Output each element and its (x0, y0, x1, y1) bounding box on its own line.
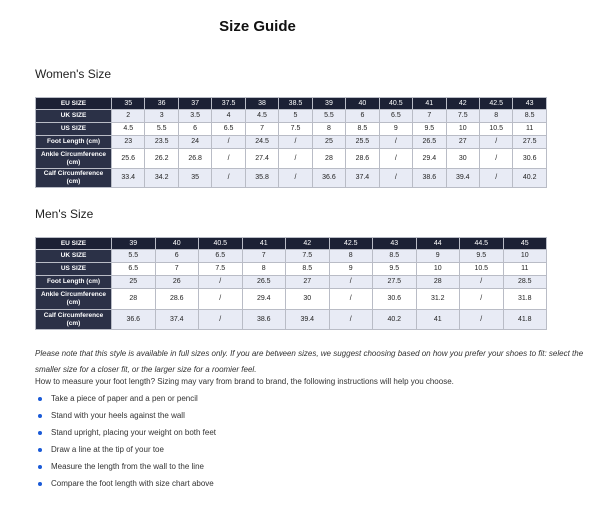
size-cell: / (460, 289, 504, 310)
size-cell: 31.2 (416, 289, 460, 310)
measure-step-item (35, 441, 216, 458)
size-cell: / (460, 276, 504, 289)
size-cell: 38 (245, 98, 278, 110)
size-cell: 27.5 (513, 136, 546, 149)
size-cell: 40 (155, 238, 199, 250)
size-row (36, 136, 547, 149)
measure-step-item (35, 458, 216, 475)
size-cell: 40 (346, 98, 379, 110)
size-cell: 5.5 (145, 123, 178, 136)
size-cell: 26.8 (178, 149, 211, 169)
size-cell: / (479, 136, 512, 149)
bullet-icon (38, 397, 42, 401)
size-row (36, 276, 547, 289)
size-cell: 3.5 (178, 110, 211, 123)
size-cell: / (279, 149, 312, 169)
row-header: UK SIZE (36, 250, 112, 263)
size-cell: 5 (279, 110, 312, 123)
size-cell: 7.5 (199, 263, 243, 276)
row-header: US SIZE (36, 263, 112, 276)
size-cell: 43 (513, 98, 546, 110)
size-cell: 42.5 (479, 98, 512, 110)
size-cell: 42 (286, 238, 330, 250)
row-header: US SIZE (36, 123, 112, 136)
size-cell: / (329, 310, 373, 330)
size-cell: 41.8 (503, 310, 547, 330)
size-cell: / (199, 310, 243, 330)
measure-step-item (35, 424, 216, 441)
size-cell: 24.5 (245, 136, 278, 149)
size-cell: 7 (245, 123, 278, 136)
size-cell: / (329, 289, 373, 310)
size-cell: 10.5 (479, 123, 512, 136)
size-cell: 8.5 (373, 250, 417, 263)
measure-instructions-heading: How to measure your foot length? Sizing may vary from brand to brand, the following instructions will help you choose. (35, 377, 454, 386)
size-cell: 38.5 (279, 98, 312, 110)
measure-step-text: Take a piece of paper and a pen or pencil (51, 394, 198, 403)
size-cell: 30 (286, 289, 330, 310)
size-cell: 9 (416, 250, 460, 263)
size-cell: 9 (379, 123, 412, 136)
size-cell: 27.4 (245, 149, 278, 169)
size-cell: 11 (503, 263, 547, 276)
size-cell: 8.5 (346, 123, 379, 136)
size-cell: 29.4 (242, 289, 286, 310)
size-cell: 25.5 (346, 136, 379, 149)
bullet-icon (38, 414, 42, 418)
size-cell: 41 (416, 310, 460, 330)
measure-step-item (35, 390, 216, 407)
size-cell: 6 (178, 123, 211, 136)
size-cell: 23.5 (145, 136, 178, 149)
size-cell: 4.5 (112, 123, 145, 136)
row-header: Calf Circumference (cm) (36, 169, 112, 188)
row-header: EU SIZE (36, 98, 112, 110)
measure-step-item (35, 475, 216, 492)
size-cell: / (279, 136, 312, 149)
size-cell: 30.6 (373, 289, 417, 310)
size-cell: 25 (312, 136, 345, 149)
size-cell: 34.2 (145, 169, 178, 188)
size-cell: / (212, 149, 245, 169)
size-cell: 28.5 (503, 276, 547, 289)
size-cell: 39 (312, 98, 345, 110)
size-cell: 27.5 (373, 276, 417, 289)
size-cell: 42.5 (329, 238, 373, 250)
size-cell: 41 (242, 238, 286, 250)
size-cell: 6.5 (212, 123, 245, 136)
size-cell: 40.2 (373, 310, 417, 330)
size-cell: 39 (112, 238, 156, 250)
womens-size-title: Women's Size (35, 67, 112, 81)
row-header: Ankle Circumference (cm) (36, 149, 112, 169)
size-cell: 6.5 (199, 250, 243, 263)
size-cell: 35 (112, 98, 145, 110)
mens-size-title: Men's Size (35, 207, 94, 221)
size-cell: 26 (155, 276, 199, 289)
size-cell: 5.5 (312, 110, 345, 123)
size-cell: 3 (145, 110, 178, 123)
size-cell: / (379, 149, 412, 169)
size-cell: 39.4 (446, 169, 479, 188)
size-row (36, 289, 547, 310)
size-cell: 28 (312, 149, 345, 169)
size-cell: 28.6 (155, 289, 199, 310)
size-cell: 40.5 (199, 238, 243, 250)
size-cell: 11 (513, 123, 546, 136)
size-cell: 37.4 (346, 169, 379, 188)
size-row (36, 250, 547, 263)
measure-step-text: Stand upright, placing your weight on both feet (51, 428, 216, 437)
size-row (36, 310, 547, 330)
size-cell: 8.5 (513, 110, 546, 123)
bullet-icon (38, 431, 42, 435)
size-cell: 8 (329, 250, 373, 263)
measure-step-text: Compare the foot length with size chart above (51, 479, 214, 488)
size-cell: 26.2 (145, 149, 178, 169)
size-cell: 10.5 (460, 263, 504, 276)
size-cell: 4 (212, 110, 245, 123)
size-cell: 5.5 (112, 250, 156, 263)
size-cell: 30 (446, 149, 479, 169)
size-row (36, 123, 547, 136)
size-cell: 8 (242, 263, 286, 276)
size-cell: 37 (178, 98, 211, 110)
size-cell: 27 (446, 136, 479, 149)
size-cell: 27 (286, 276, 330, 289)
size-cell: / (479, 169, 512, 188)
womens-size-table (35, 97, 547, 188)
size-cell: 7.5 (286, 250, 330, 263)
size-row (36, 238, 547, 250)
size-row (36, 98, 547, 110)
size-cell: 24 (178, 136, 211, 149)
size-cell: 30.6 (513, 149, 546, 169)
bullet-icon (38, 482, 42, 486)
size-cell: 45 (503, 238, 547, 250)
size-cell: 9.5 (460, 250, 504, 263)
measure-step-text: Stand with your heels against the wall (51, 411, 185, 420)
size-cell: 39.4 (286, 310, 330, 330)
size-cell: 25 (112, 276, 156, 289)
size-cell: 37.4 (155, 310, 199, 330)
size-cell: 7 (413, 110, 446, 123)
size-cell: 38.6 (242, 310, 286, 330)
size-cell: 10 (416, 263, 460, 276)
size-row (36, 149, 547, 169)
size-cell: / (212, 136, 245, 149)
size-cell: 25.6 (112, 149, 145, 169)
size-cell: 8 (479, 110, 512, 123)
size-cell: / (379, 169, 412, 188)
size-cell: 6 (155, 250, 199, 263)
size-cell: 7.5 (279, 123, 312, 136)
size-cell: 26.5 (242, 276, 286, 289)
size-cell: 41 (413, 98, 446, 110)
size-note: Please note that this style is available in full sizes only. If you are between sizes, we suggest choosing based on how you prefer your shoes to fit: select the smaller size for a closer fit, or the larger size for a roomier feel. (35, 349, 584, 374)
size-cell: / (212, 169, 245, 188)
row-header: UK SIZE (36, 110, 112, 123)
size-cell: 6.5 (379, 110, 412, 123)
size-cell: 9.5 (373, 263, 417, 276)
measure-step-text: Draw a line at the tip of your toe (51, 445, 164, 454)
measure-step-text: Measure the length from the wall to the line (51, 462, 204, 471)
size-cell: 35.8 (245, 169, 278, 188)
size-row (36, 169, 547, 188)
size-cell: 7 (155, 263, 199, 276)
size-cell: 23 (112, 136, 145, 149)
size-cell: / (279, 169, 312, 188)
size-cell: 44.5 (460, 238, 504, 250)
size-cell: 28 (112, 289, 156, 310)
size-cell: 8.5 (286, 263, 330, 276)
size-cell: 26.5 (413, 136, 446, 149)
size-row (36, 110, 547, 123)
row-header: Foot Length (cm) (36, 276, 112, 289)
size-cell: 7.5 (446, 110, 479, 123)
bullet-icon (38, 465, 42, 469)
mens-size-table (35, 237, 547, 330)
size-cell: 10 (503, 250, 547, 263)
measure-step-item (35, 407, 216, 424)
size-cell: 33.4 (112, 169, 145, 188)
size-cell: 9 (329, 263, 373, 276)
size-cell: 37.5 (212, 98, 245, 110)
size-cell: 6 (346, 110, 379, 123)
size-cell: 44 (416, 238, 460, 250)
measure-steps-list (35, 390, 216, 492)
row-header: EU SIZE (36, 238, 112, 250)
size-cell: / (479, 149, 512, 169)
size-cell: 28.6 (346, 149, 379, 169)
size-cell: 8 (312, 123, 345, 136)
size-cell: 9.5 (413, 123, 446, 136)
row-header: Ankle Circumference (cm) (36, 289, 112, 310)
size-cell: 4.5 (245, 110, 278, 123)
row-header: Calf Circumference (cm) (36, 310, 112, 330)
size-cell: 36 (145, 98, 178, 110)
size-cell: 36.6 (312, 169, 345, 188)
size-cell: 40.2 (513, 169, 546, 188)
size-cell: 6.5 (112, 263, 156, 276)
size-cell: / (199, 289, 243, 310)
size-cell: 38.6 (413, 169, 446, 188)
page-title: Size Guide (219, 18, 296, 35)
size-row (36, 263, 547, 276)
bullet-icon (38, 448, 42, 452)
row-header: Foot Length (cm) (36, 136, 112, 149)
size-cell: 42 (446, 98, 479, 110)
size-cell: 40.5 (379, 98, 412, 110)
size-cell: / (460, 310, 504, 330)
size-cell: / (199, 276, 243, 289)
size-cell: 35 (178, 169, 211, 188)
size-cell: 36.6 (112, 310, 156, 330)
size-cell: / (379, 136, 412, 149)
size-cell: / (329, 276, 373, 289)
size-cell: 28 (416, 276, 460, 289)
size-cell: 31.8 (503, 289, 547, 310)
size-cell: 29.4 (413, 149, 446, 169)
size-cell: 2 (112, 110, 145, 123)
size-cell: 7 (242, 250, 286, 263)
size-cell: 10 (446, 123, 479, 136)
size-cell: 43 (373, 238, 417, 250)
